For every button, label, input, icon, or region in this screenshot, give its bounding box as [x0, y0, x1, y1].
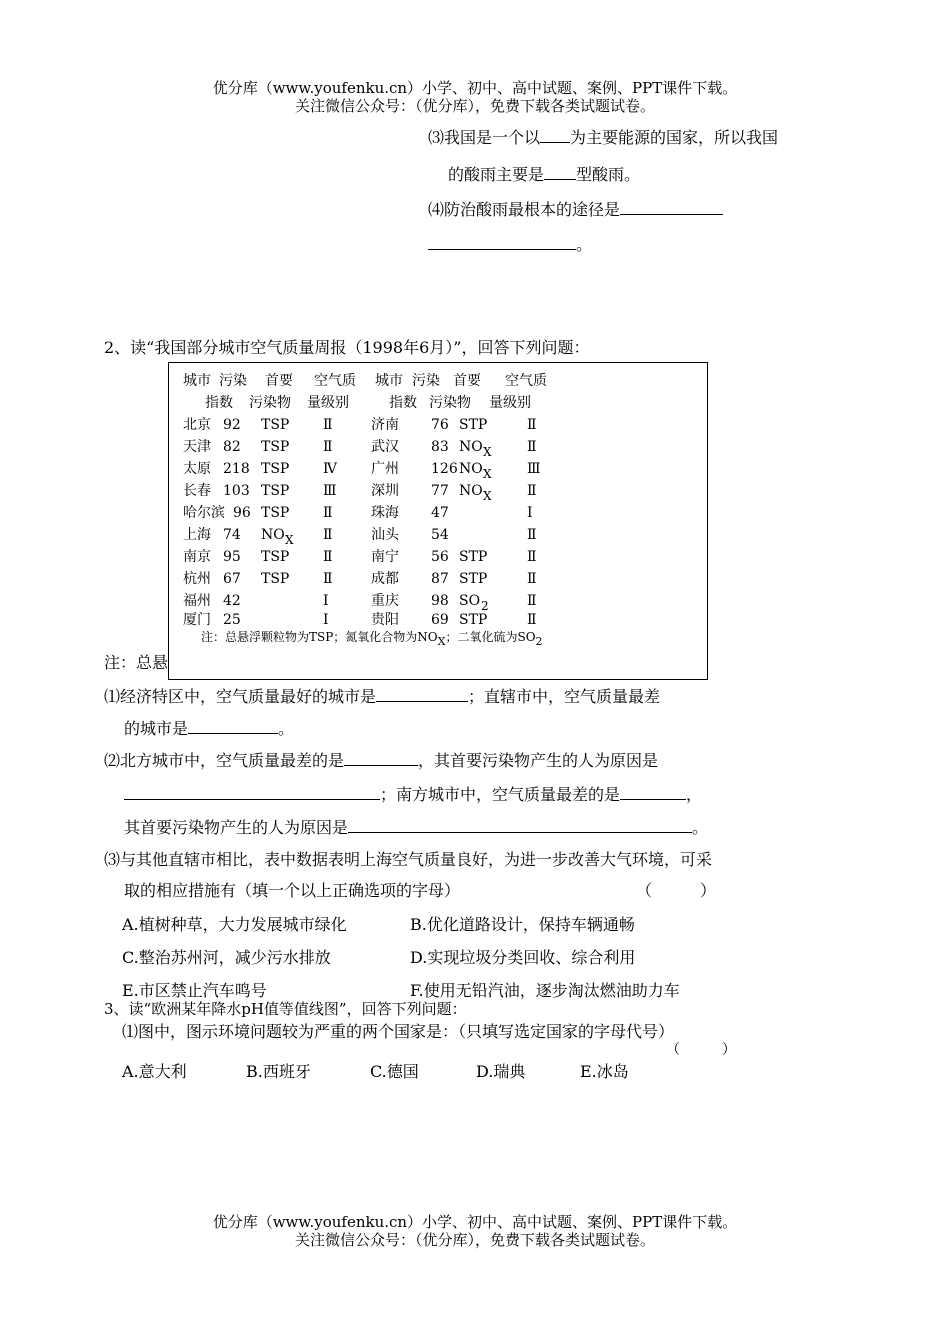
q3-option-d: D.瑞典	[476, 1062, 526, 1081]
q2-1-text-c: 的城市是	[124, 719, 189, 738]
cell-grade: Ⅰ	[527, 505, 533, 521]
cell-grade: Ⅱ	[527, 439, 537, 455]
q2-2-line-2	[124, 785, 702, 805]
table-note	[201, 629, 543, 646]
cell-city: 汕头	[371, 527, 399, 543]
cell-pollutant: STP	[459, 417, 488, 433]
cell-city: 杭州	[183, 571, 211, 587]
cell-pollutant: STP	[459, 612, 488, 628]
col-header-primary-1: 首要	[265, 373, 293, 389]
cell-grade: Ⅱ	[527, 417, 537, 433]
cell-city: 北京	[183, 417, 211, 433]
q3-option-a: A.意大利	[122, 1062, 187, 1081]
cell-grade: Ⅱ	[527, 483, 537, 499]
q2-1-line-1	[104, 687, 660, 707]
col-header-index-1: 指数	[205, 395, 233, 411]
cell-grade: Ⅰ	[323, 593, 329, 609]
cell-city: 成都	[371, 571, 399, 587]
cell-index: 87	[431, 571, 449, 587]
cell-pollutant: NO	[261, 527, 285, 543]
q2-2-line-3	[124, 818, 708, 838]
cell-index: 82	[223, 439, 241, 455]
cell-pollutant: NO	[459, 439, 483, 455]
answer-blank[interactable]	[124, 799, 380, 800]
col-header-primary-2: 首要	[453, 373, 481, 389]
col-header-level-1: 量级别	[307, 395, 349, 411]
cell-grade: Ⅱ	[323, 549, 333, 565]
cell-pollutant: STP	[459, 549, 488, 565]
cell-subscript: X	[483, 467, 492, 481]
cell-city: 上海	[183, 527, 211, 543]
cell-index: 95	[223, 549, 241, 565]
cell-city: 济南	[371, 417, 399, 433]
cell-pollutant: TSP	[261, 439, 290, 455]
option-b: B.优化道路设计，保持车辆通畅	[410, 915, 635, 934]
answer-blank[interactable]	[348, 832, 692, 833]
q2-1-text-d: 。	[278, 719, 295, 738]
cell-city: 深圳	[371, 483, 399, 499]
header-line-2: 关注微信公众号：（优分库），免费下载各类试题试卷。	[294, 97, 655, 115]
answer-blank[interactable]	[376, 701, 468, 702]
q3-option-c: C.德国	[370, 1062, 419, 1081]
cell-grade: Ⅱ	[527, 571, 537, 587]
cell-pollutant: TSP	[261, 417, 290, 433]
col-header-pollution-1: 污染	[219, 373, 247, 389]
q1-3-line-2	[448, 165, 640, 185]
q1-4-end: 。	[576, 235, 593, 254]
air-quality-table	[168, 362, 708, 680]
q2-2-text-a: ⑵北方城市中，空气质量最差的是	[104, 751, 345, 770]
header-line-1: 优分库（www.youfenku.cn）小学、初中、高中试题、案例、PPT课件下载。	[212, 79, 738, 97]
cell-grade: Ⅲ	[323, 483, 337, 499]
cell-city: 重庆	[371, 593, 399, 609]
col-header-grade-1: 空气质	[314, 373, 356, 389]
q1-4-line-1	[428, 200, 723, 220]
cell-index: 76	[431, 417, 449, 433]
col-header-level-2: 量级别	[489, 395, 531, 411]
cell-pollutant: TSP	[261, 461, 290, 477]
cell-city: 长春	[183, 483, 211, 499]
note-text-b: ；二氧化硫为SO	[445, 630, 536, 644]
cell-city: 哈尔滨	[183, 505, 225, 521]
q1-3-text-a: ⑶我国是一个以	[428, 128, 541, 147]
footer-line-1: 优分库（www.youfenku.cn）小学、初中、高中试题、案例、PPT课件下载。	[212, 1213, 738, 1231]
q1-4-line-2	[428, 235, 592, 255]
cell-index: 74	[223, 527, 241, 543]
cell-index: 67	[223, 571, 241, 587]
q2-2-text-b: ，其首要污染物产生的人为原因是	[418, 751, 659, 770]
cell-grade: Ⅰ	[323, 612, 329, 628]
q1-3-text-b: 为主要能源的国家，所以我国	[570, 128, 779, 147]
answer-blank[interactable]	[620, 214, 723, 215]
answer-blank[interactable]	[428, 249, 576, 250]
col-header-pollutant-1: 污染物	[249, 395, 291, 411]
cell-pollutant: TSP	[261, 571, 290, 587]
answer-blank[interactable]	[544, 179, 576, 180]
q2-3-line-1: ⑶与其他直辖市相比，表中数据表明上海空气质量良好，为进一步改善大气环境，可采	[104, 850, 713, 869]
cell-index: 54	[431, 527, 449, 543]
cell-grade: Ⅱ	[323, 439, 333, 455]
cell-index: 98	[431, 593, 449, 609]
option-f: F.使用无铅汽油，逐步淘汰燃油助力车	[410, 981, 680, 1000]
cell-index: 83	[431, 439, 449, 455]
cell-index: 96	[233, 505, 251, 521]
cell-index: 92	[223, 417, 241, 433]
cell-city: 南京	[183, 549, 211, 565]
cell-city: 福州	[183, 593, 211, 609]
col-header-city-2: 城市	[375, 373, 403, 389]
answer-blank[interactable]	[188, 733, 278, 734]
q2-1-text-b: ；直辖市中，空气质量最差	[468, 687, 661, 706]
cell-subscript: 2	[481, 599, 489, 613]
cell-index: 56	[431, 549, 449, 565]
q2-note-label: 注：总悬	[104, 653, 169, 672]
q1-3-text-d: 型酸雨。	[576, 165, 641, 184]
cell-grade: Ⅱ	[527, 527, 537, 543]
q3-option-b: B.西班牙	[246, 1062, 311, 1081]
cell-subscript: X	[483, 445, 492, 459]
q2-2-text-f: 。	[692, 818, 709, 837]
cell-pollutant: TSP	[261, 483, 290, 499]
cell-city: 珠海	[371, 505, 399, 521]
cell-pollutant: TSP	[261, 505, 290, 521]
q1-4-text: ⑷防治酸雨最根本的途径是	[428, 200, 621, 219]
cell-city: 广州	[371, 461, 399, 477]
col-header-pollutant-2: 污染物	[429, 395, 471, 411]
cell-grade: Ⅱ	[527, 612, 537, 628]
col-header-index-2: 指数	[389, 395, 417, 411]
cell-city: 天津	[183, 439, 211, 455]
q3-title: 3、读“欧洲某年降水pH值等值线图”，回答下列问题：	[104, 1000, 467, 1018]
cell-grade: Ⅳ	[323, 461, 337, 477]
cell-index: 77	[431, 483, 449, 499]
answer-blank[interactable]	[344, 765, 418, 766]
note-sub-2: 2	[535, 635, 543, 648]
q3-option-e: E.冰岛	[580, 1062, 629, 1081]
q2-1-text-a: ⑴经济特区中，空气质量最好的城市是	[104, 687, 377, 706]
answer-blank[interactable]	[620, 799, 686, 800]
cell-index: 103	[223, 483, 250, 499]
cell-index: 218	[223, 461, 250, 477]
cell-grade: Ⅱ	[323, 571, 333, 587]
cell-pollutant: NO	[459, 461, 483, 477]
option-a: A.植树种草，大力发展城市绿化	[122, 915, 347, 934]
q1-3-text-c: 的酸雨主要是	[448, 165, 545, 184]
cell-index: 69	[431, 612, 449, 628]
cell-index: 42	[223, 593, 241, 609]
option-c: C.整治苏州河，减少污水排放	[122, 948, 331, 967]
cell-grade: Ⅱ	[323, 505, 333, 521]
cell-index: 126	[431, 461, 458, 477]
cell-city: 太原	[183, 461, 211, 477]
q2-1-line-2	[124, 719, 294, 739]
cell-grade: Ⅱ	[527, 593, 537, 609]
cell-pollutant: NO	[459, 483, 483, 499]
cell-pollutant: TSP	[261, 549, 290, 565]
cell-city: 武汉	[371, 439, 399, 455]
q2-2-text-d: ，	[686, 785, 703, 804]
note-text-a: 注：总悬浮颗粒物为TSP；氮氧化合物为NO	[201, 630, 438, 644]
q3-1-text: ⑴图中，图示环境问题较为严重的两个国家是：（只填写选定国家的字母代号）	[122, 1022, 675, 1041]
q2-3-line-2: 取的相应措施有（填一个以上正确选项的字母）	[124, 881, 461, 900]
col-header-grade-2: 空气质	[505, 373, 547, 389]
cell-index: 25	[223, 612, 241, 628]
note-sub-x: X	[437, 635, 446, 648]
cell-subscript: X	[483, 489, 492, 503]
cell-pollutant: STP	[459, 571, 488, 587]
cell-pollutant: SO	[459, 593, 481, 609]
cell-city: 南宁	[371, 549, 399, 565]
q3-answer-paren[interactable]: （ ）	[666, 1042, 736, 1058]
answer-blank[interactable]	[540, 142, 570, 143]
cell-grade: Ⅲ	[527, 461, 541, 477]
cell-grade: Ⅱ	[323, 417, 333, 433]
q1-3-line-1	[428, 128, 778, 148]
cell-index: 47	[431, 505, 449, 521]
cell-grade: Ⅱ	[323, 527, 333, 543]
q2-2-line-1	[104, 751, 658, 771]
q2-3-answer-paren[interactable]: （ ）	[636, 881, 717, 900]
option-d: D.实现垃圾分类回收、综合利用	[410, 948, 636, 967]
col-header-city-1: 城市	[183, 373, 211, 389]
cell-grade: Ⅱ	[527, 549, 537, 565]
cell-subscript: X	[285, 533, 294, 547]
col-header-pollution-2: 污染	[412, 373, 440, 389]
footer-line-2: 关注微信公众号：（优分库），免费下载各类试题试卷。	[294, 1231, 655, 1249]
q2-title: 2、读“我国部分城市空气质量周报（1998年6月）”，回答下列问题：	[104, 338, 590, 357]
cell-city: 贵阳	[371, 612, 399, 628]
cell-city: 厦门	[183, 612, 211, 628]
q2-2-text-c: ；南方城市中，空气质量最差的是	[380, 785, 621, 804]
q2-2-text-e: 其首要污染物产生的人为原因是	[124, 818, 349, 837]
option-e: E.市区禁止汽车鸣号	[122, 981, 267, 1000]
